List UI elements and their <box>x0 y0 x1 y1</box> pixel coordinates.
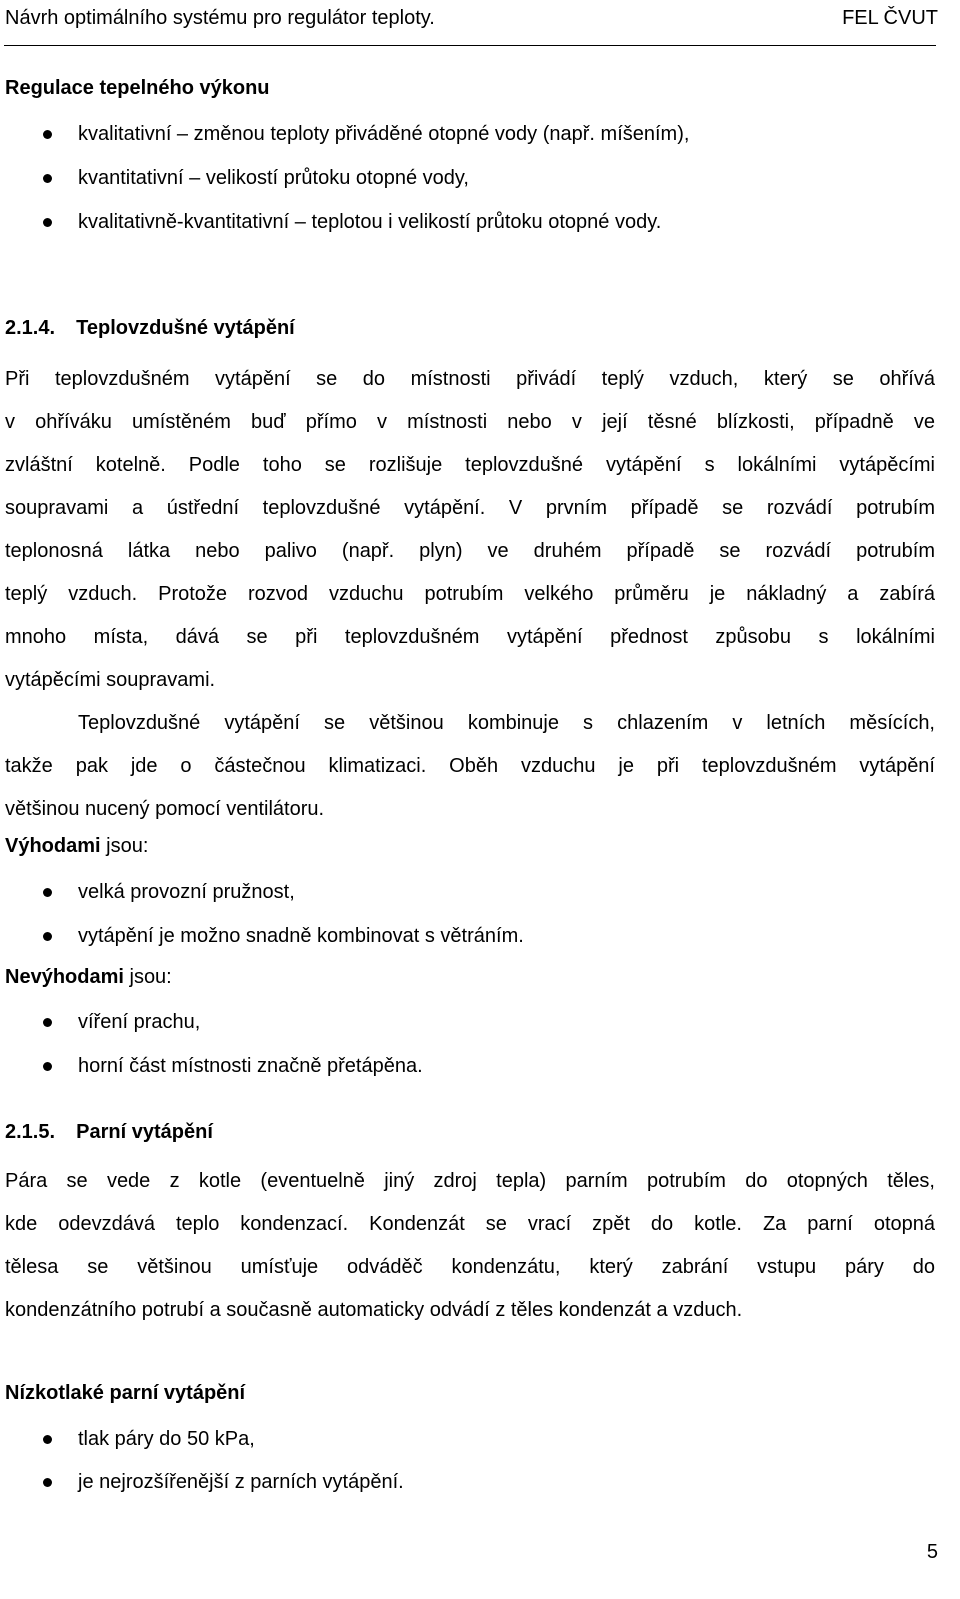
bullet-icon <box>43 1478 52 1487</box>
section-number: 2.1.4. <box>5 317 56 339</box>
bullet-icon <box>43 932 52 941</box>
paragraph-teplovzdusne-2: Teplovzdušné vytápění se většinou kombinuje s chlazením v letních měsících, takže pak jde o částečnou klimatizaci. Oběh vzduchu je při teplovzdušném vytápění většinou nucený pomocí ventilátoru. <box>5 712 935 820</box>
bullet-icon <box>43 130 52 139</box>
header-title: Návrh optimálního systému pro regulátor teploty. <box>5 7 435 29</box>
bullet-icon <box>43 218 52 227</box>
paragraph-teplovzdusne-1: Při teplovzdušném vytápění se do místnosti přivádí teplý vzduch, který se ohřívá v ohříváku umístěném buď přímo v místnosti nebo v její těsné blízkosti, případně ve zvláštní kotelně. Podle toho se rozlišuje teplovzdušné vytápění s lokálními vytápěcími soupravami a ústřední teplovzdušné vytápění. V prvním případě se rozvádí potrubím teplonosná látka nebo palivo (např. plyn) ve druhém případě se rozvádí potrubím teplý vzduch. Protože rozvod vzduchu potrubím velkého průměru je nákladný a zabírá mnoho místa, dává se při teplovzdušném vytápění přednost způsobu s lokálními vytápěcími soupravami. <box>5 368 935 691</box>
bullet-icon <box>43 1062 52 1071</box>
advantages-label: Výhodami jsou: <box>5 835 149 857</box>
header-institution: FEL ČVUT <box>842 7 938 29</box>
page-header <box>5 8 938 38</box>
disadvantages-label: Nevýhodami jsou: <box>5 966 172 988</box>
page-number: 5 <box>926 1541 938 1563</box>
section-title: Parní vytápění <box>76 1121 213 1143</box>
section-heading-regulace: Regulace tepelného výkonu <box>5 77 270 99</box>
document-page: Návrh optimálního systému pro regulátor teploty. FEL ČVUT Regulace tepelného výkonu kvalitativní – změnou teploty přiváděné otopné vody (např. míšením), kvantitativní – velikostí průtoku otopné vody, kvalitativně-kvantitativní – teplotou i velikostí průtoku otopné vody. 2.1.4. Teplovzdušné vytápění Při teplovzdušném vytápění se do místnosti přivádí teplý vzduch, který se ohřívá v ohříváku umístěném buď přímo v místnosti nebo v její těsné blízkosti, případně ve zvláštní kotelně. Podle toho se rozlišuje teplovzdušné vytápění s lokálními vytápěcími soupravami a ústřední teplovzdušné vytápění. V prvním případě se rozvádí potrubím teplonosná látka nebo palivo (např. plyn) ve druhém případě se rozvádí potrubím teplý vzduch. Protože rozvod vzduchu potrubím velkého průměru je nákladný a zabírá mnoho místa, dává se při teplovzdušném vytápění přednost způsobu s lokálními vytápěcími soupravami. Teplovzdušné vytápění se většinou kombinuje s chlazením v letních měsících, takže pak jde o částečnou klimatizaci. Oběh vzduchu je při teplovzdušném vytápění většinou nucený pomocí ventilátoru. Výhodami jsou: velká provozní pružnost, vytápění je možno snadně kombinovat s větráním. Nevýhodami jsou: víření prachu, horní část místnosti značně přetápěna. 2.1.5. Parní vytápění Pára se vede z kotle (eventuelně jiný zdroj tepla) parním potrubím do otopných těles, kde odevzdává teplo kondenzací. Kondenzát se vrací zpět do kotle. Za parní otopná tělesa se většinou umísťuje odváděč kondenzátu, který zabrání vstupu páry do kondenzátního potrubí a současně automaticky odvádí z těles kondenzát a vzduch. Nízkotlaké parní vytápění tlak páry do 50 kPa, je nejrozšířenější z parních vytápění. 5 <box>5 7 938 1563</box>
paragraph-parni: Pára se vede z kotle (eventuelně jiný zdroj tepla) parním potrubím do otopných těles, kde odevzdává teplo kondenzací. Kondenzát se vrací zpět do kotle. Za parní otopná tělesa se většinou umísťuje odváděč kondenzátu, který zabrání vstupu páry do kondenzátního potrubí a současně automaticky odvádí z těles kondenzát a vzduch. <box>5 1170 935 1321</box>
bullet-icon <box>43 888 52 897</box>
section-number: 2.1.5. <box>5 1121 56 1143</box>
bullet-icon <box>43 174 52 183</box>
bullet-icon <box>43 1435 52 1444</box>
section-heading-nizkotlake: Nízkotlaké parní vytápění <box>5 1382 246 1404</box>
section-heading-2-1-5 <box>5 1121 935 1144</box>
section-title: Teplovzdušné vytápění <box>76 317 295 339</box>
header-rule <box>4 45 936 46</box>
section-heading-2-1-4 <box>5 317 935 340</box>
bullet-icon <box>43 1018 52 1027</box>
